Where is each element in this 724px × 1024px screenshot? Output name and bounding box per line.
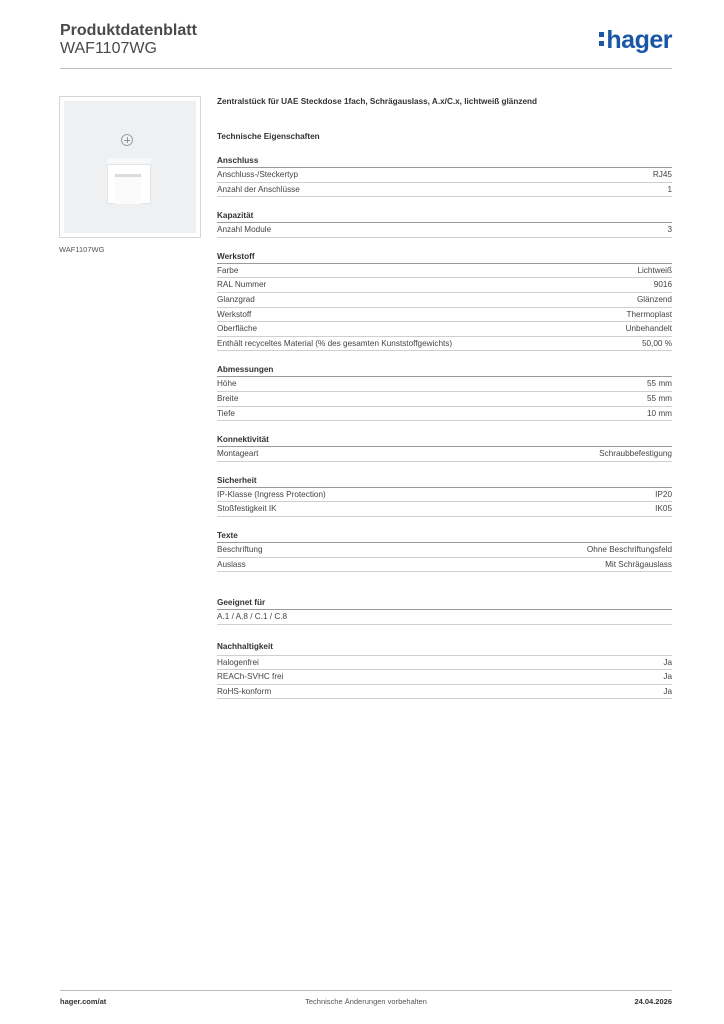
spec-row: [217, 278, 672, 293]
spec-value: 50,00 %: [641, 338, 672, 348]
spec-section: [217, 210, 672, 238]
section-title: Texte: [217, 530, 672, 543]
spec-row: [217, 558, 672, 573]
spec-label: Beschriftung: [217, 544, 263, 554]
spec-row: [217, 685, 672, 700]
spec-label: Auslass: [217, 559, 246, 569]
spec-value: 55 mm: [646, 379, 672, 389]
spec-row: [217, 293, 672, 308]
spec-value: 9016: [653, 280, 672, 290]
spec-value: Lichtweiß: [637, 265, 672, 275]
screw-icon: [121, 134, 133, 146]
spec-value: IK05: [655, 504, 672, 514]
spec-row: [217, 264, 672, 279]
product-description: Zentralstück für UAE Steckdose 1fach, Schrägauslass, A.x/C.x, lichtweiß glänzend: [217, 97, 538, 106]
hager-logo: [599, 28, 672, 52]
spec-value: A.1 / A.8 / C.1 / C.8: [217, 612, 288, 622]
spec-value: 3: [667, 225, 672, 235]
spec-value: Ja: [663, 657, 672, 667]
spec-row: [217, 392, 672, 407]
spec-value: Mit Schrägauslass: [605, 559, 672, 569]
section-title: Nachhaltigkeit: [217, 641, 273, 651]
spec-label: Farbe: [217, 265, 239, 275]
spec-row: [217, 447, 672, 462]
spec-row: [217, 183, 672, 198]
spec-value: Ohne Beschriftungsfeld: [586, 544, 672, 554]
spec-value: Ja: [663, 672, 672, 682]
spec-value: 10 mm: [646, 408, 672, 418]
spec-label: Breite: [217, 393, 239, 403]
spec-row: [217, 656, 672, 671]
spec-label: Stoßfestigkeit IK: [217, 504, 277, 514]
spec-row: [217, 610, 672, 625]
spec-row: [217, 407, 672, 422]
suitable-section: [217, 597, 672, 625]
technical-properties-heading: Technische Eigenschaften: [217, 132, 320, 141]
spec-row: [217, 168, 672, 183]
logo-text: hager: [606, 26, 672, 54]
page-footer: [60, 997, 672, 1009]
spec-row: [217, 502, 672, 517]
rj45-socket: [107, 158, 151, 204]
spec-label: Werkstoff: [217, 309, 252, 319]
spec-label: Höhe: [217, 379, 237, 389]
spec-value: 1: [667, 184, 672, 194]
section-title: Konnektivität: [217, 434, 672, 447]
spec-section: [217, 530, 672, 572]
section-title: Werkstoff: [217, 251, 672, 264]
spec-value: Glänzend: [636, 294, 672, 304]
spec-label: REACh-SVHC frei: [217, 672, 284, 682]
logo-colon-icon: [599, 32, 604, 46]
spec-value: 55 mm: [646, 393, 672, 403]
spec-label: Tiefe: [217, 408, 235, 418]
spec-row: [217, 670, 672, 685]
spec-label: RoHS-konform: [217, 686, 272, 696]
spec-label: Montageart: [217, 449, 259, 459]
sustainability-section: [217, 641, 672, 700]
sustainability-rows: [217, 655, 672, 700]
spec-row: [217, 308, 672, 323]
website-link[interactable]: hager.com/at: [60, 997, 107, 1006]
spec-row: [217, 377, 672, 392]
section-title: Anschluss: [217, 155, 672, 168]
spec-value: IP20: [655, 489, 672, 499]
spec-label: Enthält recyceltes Material (% des gesamten Kunststoffgewichts): [217, 338, 453, 348]
spec-label: Oberfläche: [217, 324, 258, 334]
spec-label: Anzahl Module: [217, 225, 272, 235]
spec-row: [217, 488, 672, 503]
section-title: Kapazität: [217, 210, 672, 223]
spec-label: Anzahl der Anschlüsse: [217, 184, 300, 194]
spec-value: Ja: [663, 686, 672, 696]
spec-row: [217, 337, 672, 352]
document-title: Produktdatenblatt: [60, 22, 197, 39]
footer-date: 24.04.2026: [634, 997, 672, 1006]
spec-value: Schraubbefestigung: [599, 449, 672, 459]
spec-row: [217, 322, 672, 337]
product-number: WAF1107WG: [60, 40, 157, 57]
spec-value: RJ45: [652, 170, 672, 179]
spec-value: Thermoplast: [626, 309, 672, 319]
section-title: Abmessungen: [217, 364, 672, 377]
spec-row: [217, 543, 672, 558]
spec-section: [217, 251, 672, 352]
section-title: Geeignet für: [217, 597, 672, 610]
spec-label: Halogenfrei: [217, 657, 259, 667]
spec-section: [217, 434, 672, 462]
spec-label: RAL Nummer: [217, 280, 267, 290]
spec-section: [217, 155, 672, 197]
spec-value: Unbehandelt: [625, 324, 672, 334]
product-content: [217, 96, 672, 699]
spec-label: IP-Klasse (Ingress Protection): [217, 489, 326, 499]
spec-sections: [217, 155, 672, 572]
header-divider: [60, 68, 672, 69]
product-image: [59, 96, 201, 238]
socket-plate: [64, 101, 196, 233]
page-header: [60, 22, 672, 70]
spec-label: Anschluss-/Steckertyp: [217, 170, 298, 179]
spec-section: [217, 364, 672, 421]
footer-notice: Technische Änderungen vorbehalten: [305, 997, 427, 1006]
spec-section: [217, 475, 672, 517]
footer-divider: [60, 990, 672, 991]
section-title: Sicherheit: [217, 475, 672, 488]
spec-row: [217, 223, 672, 238]
spec-label: Glanzgrad: [217, 294, 255, 304]
image-caption: WAF1107WG: [59, 245, 105, 254]
